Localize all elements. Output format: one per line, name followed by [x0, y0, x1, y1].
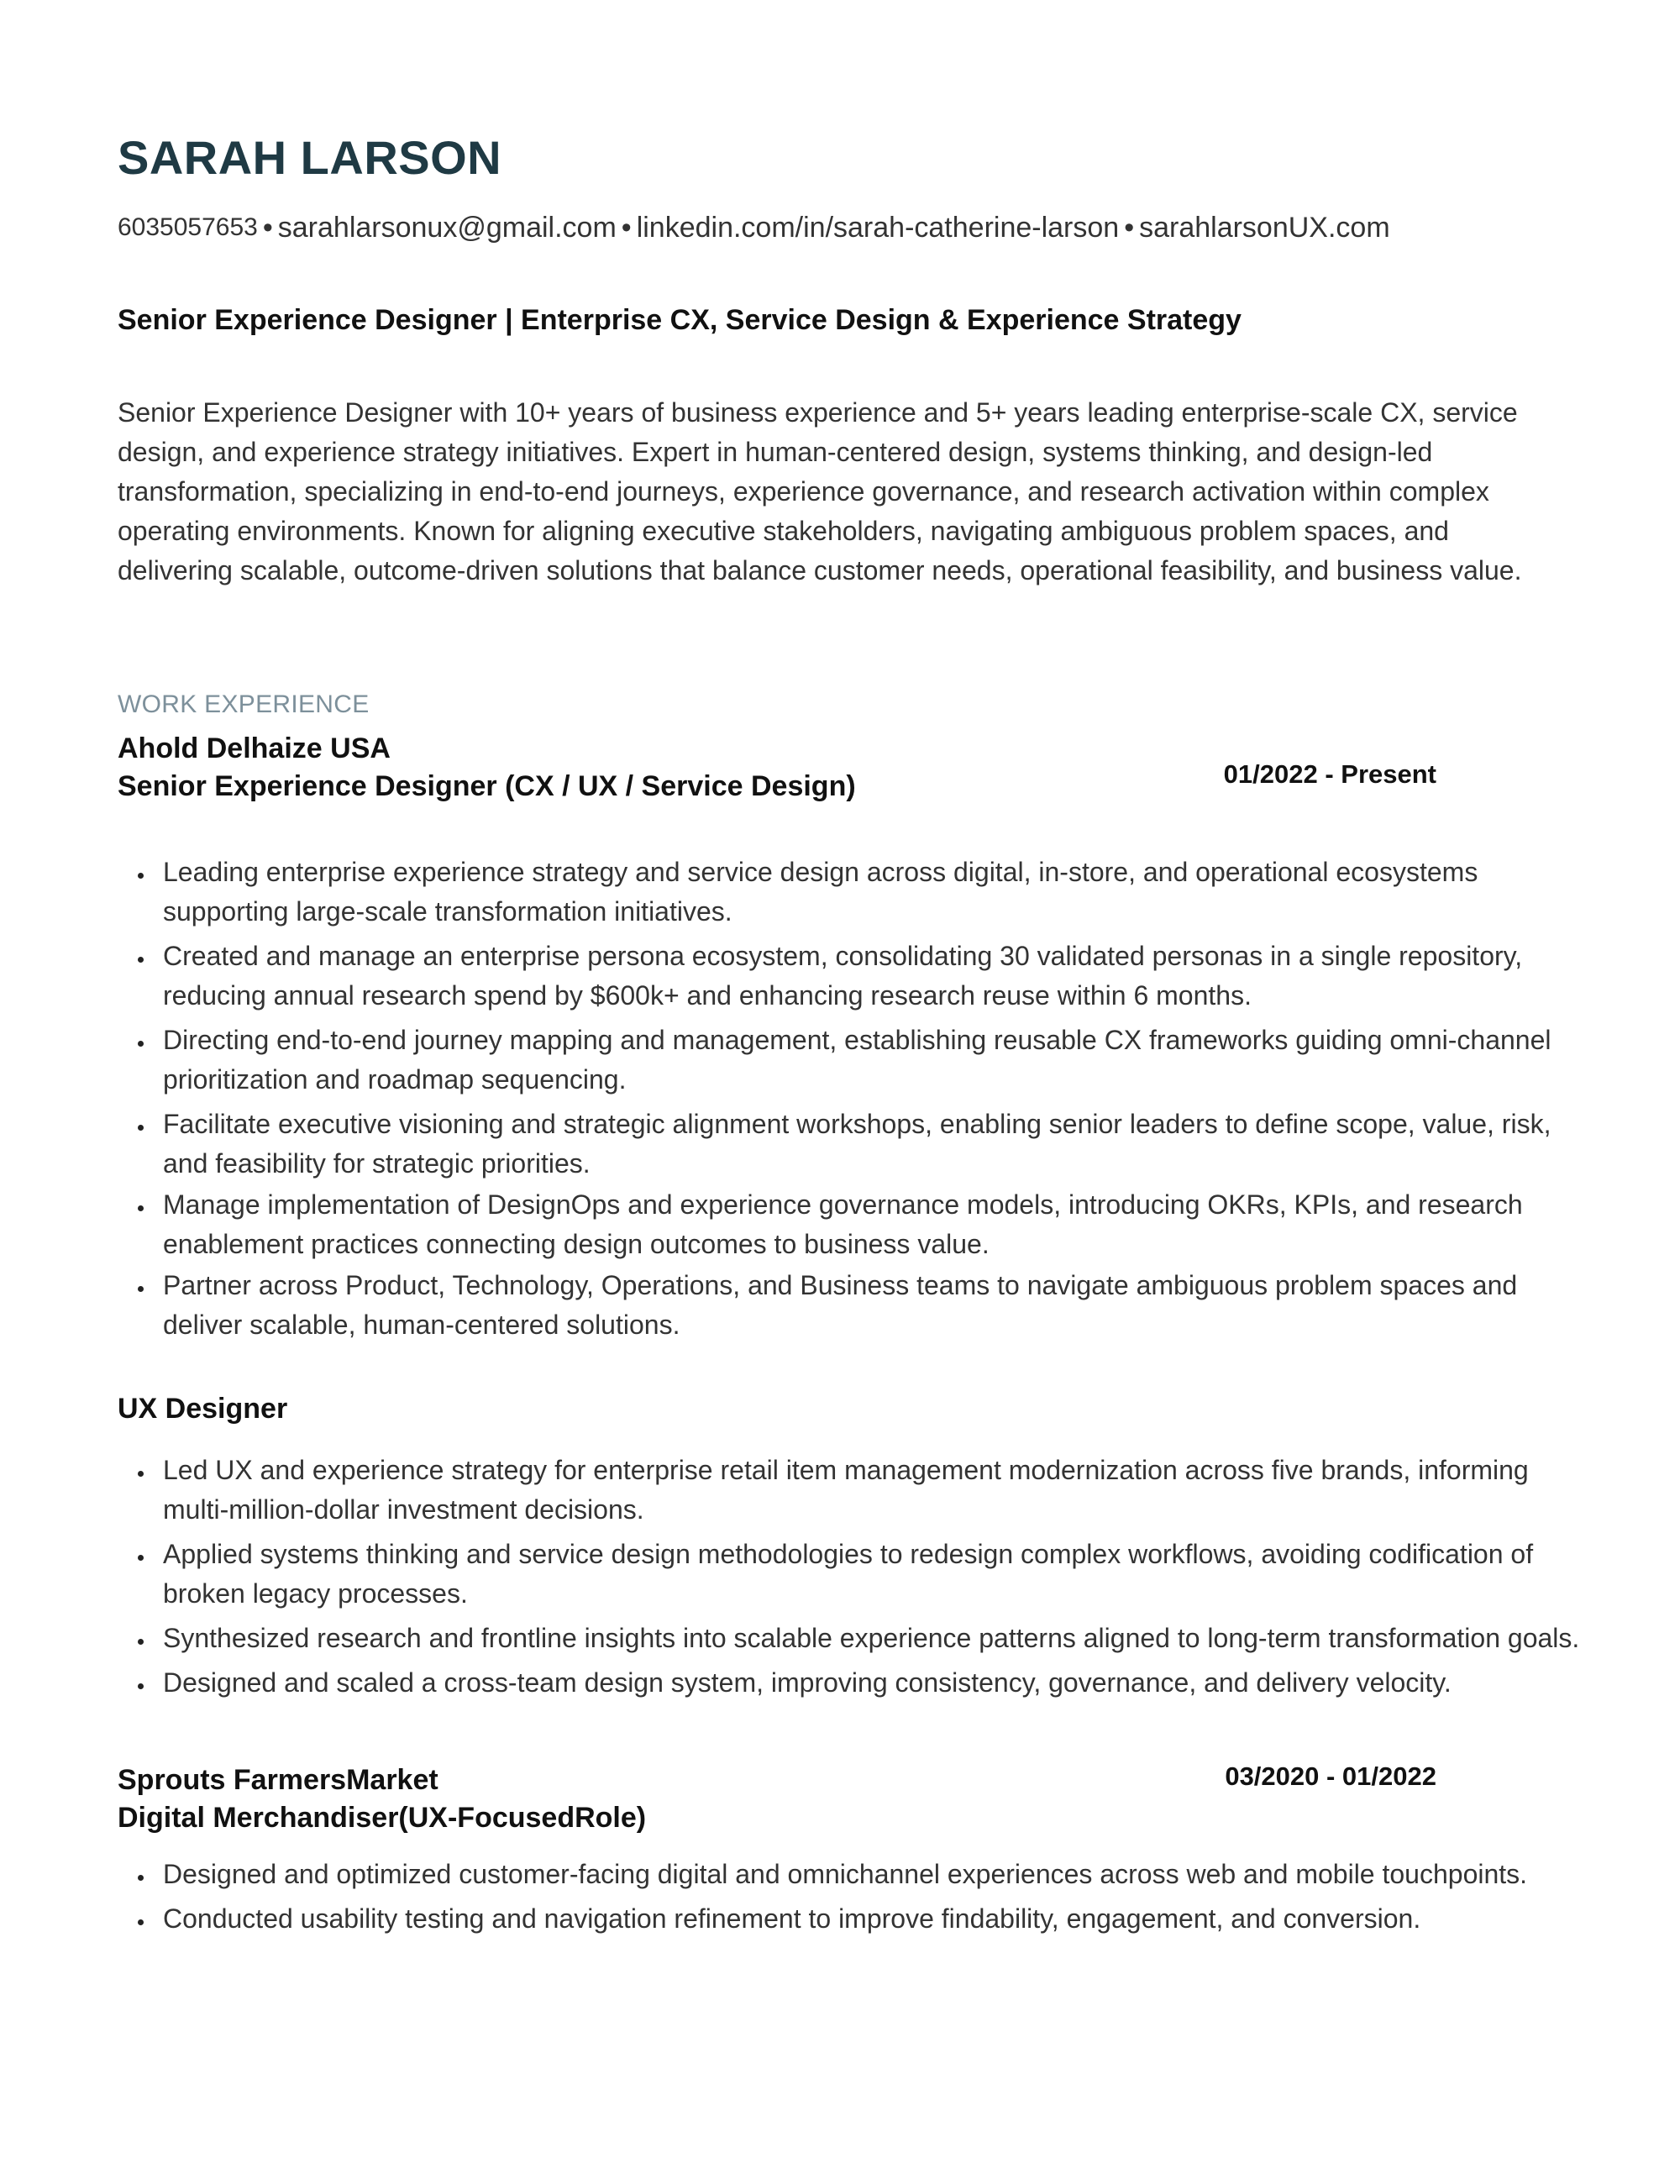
- professional-summary: Senior Experience Designer with 10+ years of business experience and 5+ years leading enterprise-scale CX, service design, and experience strategy initiatives. Expert in human-centered design, systems thinking, and design-led transformation, specializing in end-to-end journeys, experience governance, and research activation within complex operating environments. Known for aligning executive stakeholders, navigating ambiguous problem spaces, and delivering scalable, outcome-driven solutions that balance customer needs, operational feasibility, and business value.: [118, 397, 1522, 585]
- bullet-icon: [138, 1125, 144, 1131]
- separator: •: [1124, 212, 1135, 244]
- list-item: [118, 1451, 1596, 1530]
- bullet-icon: [138, 1639, 144, 1645]
- bullet-icon: [138, 1683, 144, 1689]
- bullet-icon: [138, 1471, 144, 1477]
- bullet-text: Designed and scaled a cross-team design system, improving consistency, governance, and delivery velocity.: [163, 1667, 1452, 1698]
- professional-headline: Senior Experience Designer | Enterprise CX, Service Design & Experience Strategy: [118, 304, 1242, 336]
- bullet-text: Synthesized research and frontline insights into scalable experience patterns aligned to long-term transformation goals.: [163, 1623, 1580, 1653]
- job-company: Sprouts FarmersMarket: [118, 1764, 438, 1796]
- list-item: [118, 1105, 1596, 1184]
- bullet-icon: [138, 1555, 144, 1561]
- bullet-text: Led UX and experience strategy for enterprise retail item management modernization across five brands, informing multi-million-dollar investment decisions.: [163, 1455, 1529, 1525]
- bullet-icon: [138, 1286, 144, 1292]
- bullet-icon: [138, 1041, 144, 1047]
- bullet-text: Facilitate executive visioning and strategic alignment workshops, enabling senior leaders to define scope, value, risk, and feasibility for strategic priorities.: [163, 1109, 1551, 1179]
- linkedin-link[interactable]: linkedin.com/in/sarah-catherine-larson: [636, 212, 1120, 244]
- list-item: [118, 1663, 1596, 1703]
- list-item: [118, 1899, 1596, 1939]
- bullet-icon: [138, 1919, 144, 1925]
- contact-line: [118, 212, 1390, 244]
- job-bullet-list: [118, 853, 1596, 1345]
- list-item: [118, 1535, 1596, 1614]
- list-item: [118, 853, 1596, 932]
- bullet-text: Manage implementation of DesignOps and experience governance models, introducing OKRs, KPIs, and research enablement practices connecting design outcomes to business value.: [163, 1189, 1523, 1259]
- bullet-icon: [138, 957, 144, 963]
- job-bullet-list: [118, 1855, 1596, 1939]
- bullet-icon: [138, 873, 144, 879]
- job-dates: 03/2020 - 01/2022: [1225, 1761, 1436, 1791]
- bullet-icon: [138, 1875, 144, 1881]
- list-item: [118, 1619, 1596, 1658]
- candidate-name: SARAH LARSON: [118, 131, 502, 184]
- list-item: [118, 1021, 1596, 1100]
- bullet-icon: [138, 1205, 144, 1211]
- separator: •: [621, 212, 632, 244]
- section-label-work-experience: WORK EXPERIENCE: [118, 690, 370, 718]
- separator: •: [262, 212, 273, 244]
- job-role: Digital Merchandiser(UX-FocusedRole): [118, 1802, 647, 1834]
- bullet-text: Directing end-to-end journey mapping and management, establishing reusable CX frameworks guiding omni-channel prioritization and roadmap sequencing.: [163, 1025, 1551, 1095]
- email-link[interactable]: sarahlarsonux@gmail.com: [277, 212, 617, 244]
- job-company: Ahold Delhaize USA: [118, 732, 391, 764]
- list-item: [118, 1185, 1596, 1264]
- list-item: [118, 1266, 1596, 1345]
- job-dates: 01/2022 - Present: [1223, 759, 1436, 789]
- bullet-text: Applied systems thinking and service design methodologies to redesign complex workflows, avoiding codification of broken legacy processes.: [163, 1539, 1534, 1609]
- job-role: UX Designer: [118, 1393, 288, 1425]
- bullet-text: Conducted usability testing and navigation refinement to improve findability, engagement, and conversion.: [163, 1903, 1421, 1934]
- bullet-text: Designed and optimized customer-facing digital and omnichannel experiences across web and mobile touchpoints.: [163, 1859, 1528, 1889]
- job-bullet-list: [118, 1451, 1596, 1703]
- list-item: [118, 937, 1596, 1016]
- phone-number: 6035057653: [118, 213, 258, 241]
- bullet-text: Leading enterprise experience strategy and service design across digital, in-store, and operational ecosystems supporting large-scale transformation initiatives.: [163, 857, 1478, 927]
- bullet-text: Partner across Product, Technology, Operations, and Business teams to navigate ambiguous problem spaces and deliver scalable, human-centered solutions.: [163, 1270, 1518, 1340]
- website-link[interactable]: sarahlarsonUX.com: [1139, 212, 1390, 244]
- bullet-text: Created and manage an enterprise persona ecosystem, consolidating 30 validated personas in a single repository, reducing annual research spend by $600k+ and enhancing research reuse within 6 months.: [163, 941, 1523, 1011]
- job-role: Senior Experience Designer (CX / UX / Service Design): [118, 770, 856, 802]
- list-item: [118, 1855, 1596, 1894]
